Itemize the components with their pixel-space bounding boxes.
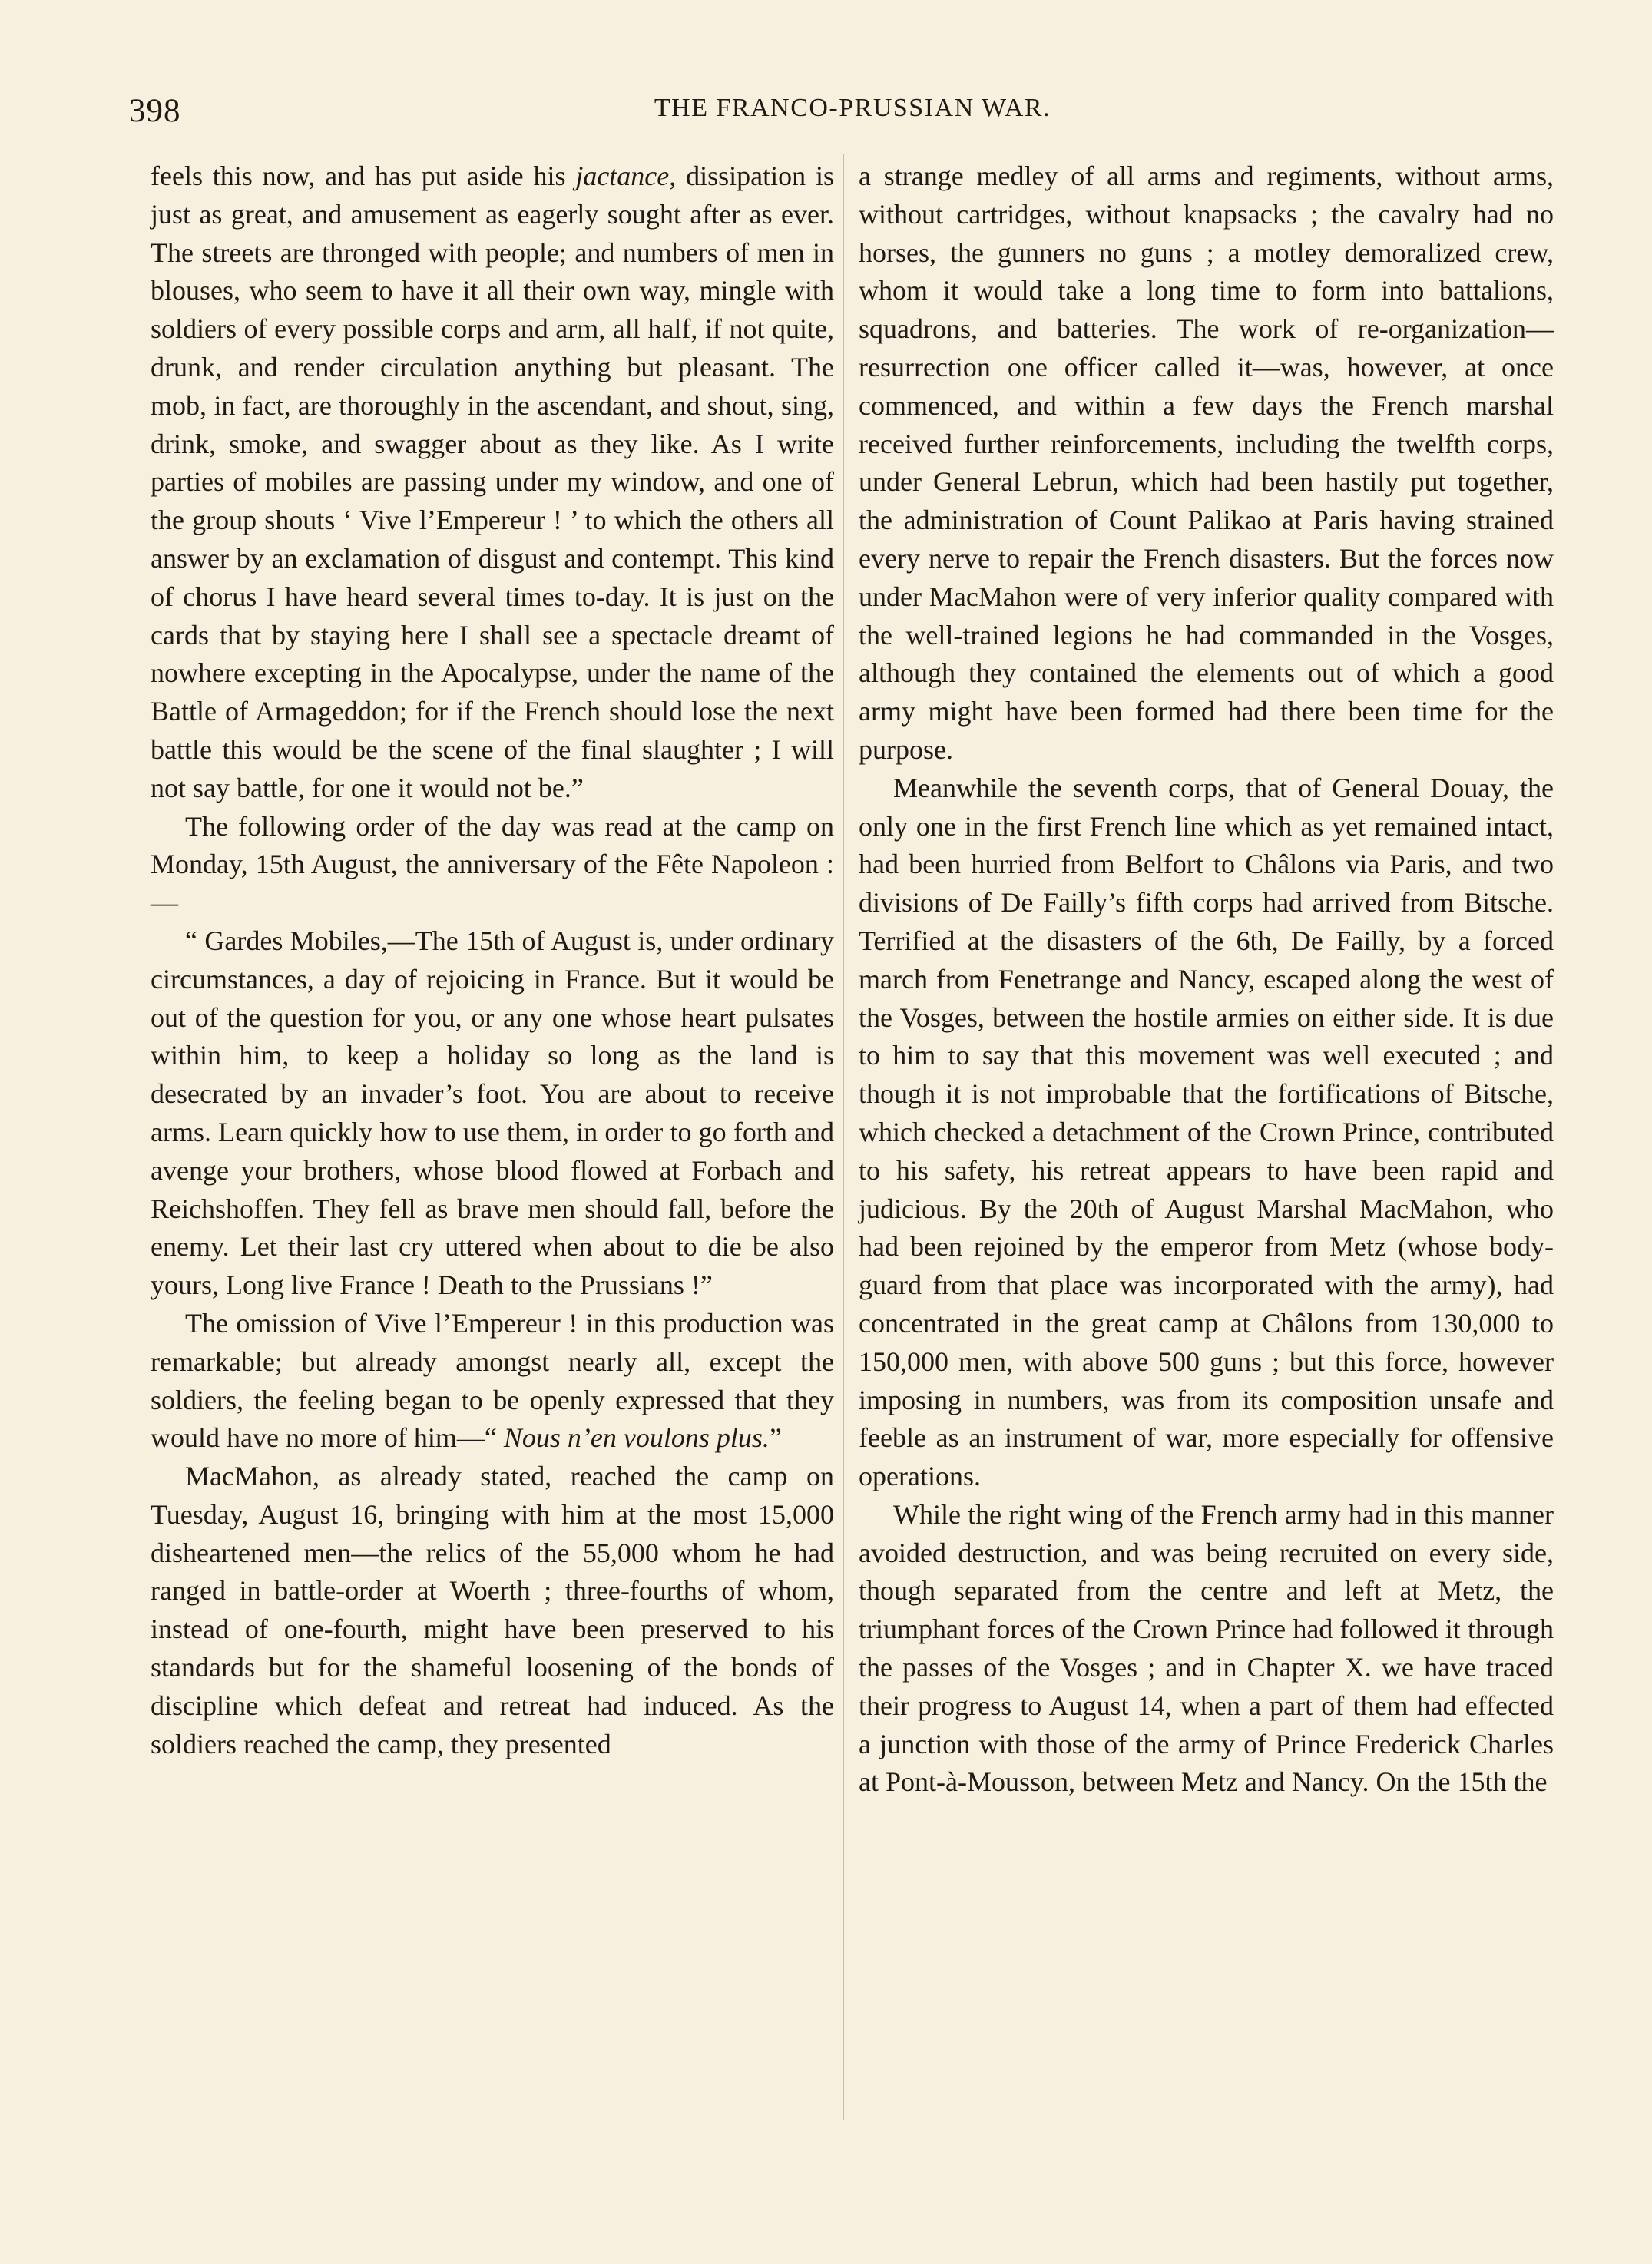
page-number: 398 [129,93,181,129]
paragraph: The following order of the day was read at the camp on Monday, 15th August, the anniversary of the Fête Napoleon :— [151,810,834,919]
paragraph: Meanwhile the seventh corps, that of General Douay, the only one in the first French line which as yet remained intact, had been hurried from Belfort to Châlons via Paris, and two divisions of De Failly’s fifth corps had arrived from Bitsche. Terrified at the disasters of the 6th, De Failly, by a forced march from Fenetrange and Nancy, escaped along the west of the Vosges, between the hostile armies on either side. It is due to him to say that this movement was well executed ; and though it is not improbable that the fortifications of Bitsche, which checked a detachment of the Crown Prince, contributed to his safety, his retreat appears to have been rapid and judicious. By the 20th of August Marshal MacMahon, who had been rejoined by the emperor from Metz (whose body-guard from that place was incorporated with the army), had concentrated in the great camp at Châlons from 130,000 to 150,000 men, with above 500 guns ; but this force, however imposing in numbers, was from its composition unsafe and feeble as an instrument of war, more especially for offensive operations. [859,772,1554,1492]
paragraph [151,157,834,808]
italic-text: Nous n’en voulons plus. [503,1422,770,1454]
quoted-order: “ Gardes Mobiles,—The 15th of August is, under ordinary circumstances, a day of rejoicing in France. But it would be out of the question for you, or any one whose heart pulsates within him, to keep a holiday so long as the land is desecrated by an invader’s foot. You are about to receive arms. Learn quickly how to use them, in order to go forth and avenge your brothers, whose blood flowed at Forbach and Reichshoffen. They fell as brave men should fall, before the enemy. Let their last cry uttered when about to die be also yours, Long live France ! Death to the Prussians !” [151,925,834,1301]
text-run: feels this now, and has put aside his [151,161,576,191]
running-title: THE FRANCO-PRUSSIAN WAR. [654,94,1051,122]
italic-text: jactance [575,161,670,191]
text-run: The omission of Vive l’Empereur ! in this production was remarkable; but already amongst nearly all, except the soldiers, the feeling began to be openly expressed that they would have no more of him—“ [151,1307,834,1454]
paragraph: While the right wing of the French army had in this manner avoided destruction, and was being recruited on every side, though separated from the centre and left at Metz, the triumphant forces of the Crown Prince had followed it through the passes of the Vosges ; and in Chapter X. we have traced their progress to August 14, when a part of them had effected a junction with those of the army of Prince Frederick Charles at Pont-à-Mousson, between Metz and Nancy. On the 15th the [859,1498,1554,1798]
text-run: , dissipation is just as great, and amusement as eagerly sought after as ever. The streets are thronged with people; and numbers of men in blouses, who seem to have it all their own way, mingle with soldiers of every possible corps and arm, all half, if not quite, drunk, and render circulation anything but pleasant. The mob, in fact, are thoroughly in the ascendant, and shout, sing, drink, smoke, and swagger about as they like. As I write parties of mobiles are passing under my window, and one of the group shouts ‘ Vive l’Empereur ! ’ to which the others all answer by an exclamation of disgust and contempt. This kind of chorus I have heard several times to-day. It is just on the cards that by staying here I shall see a spectacle dreamt of nowhere excepting in the Apocalypse, under the name of the Battle of Armageddon; for if the French should lose the next battle this would be the scene of the final slaughter ; I will not say battle, for one it would not be.” [151,161,834,803]
text-run: ” [769,1422,782,1454]
column-divider [843,154,844,2120]
right-column [859,157,1554,1802]
paragraph: a strange medley of all arms and regiments, without arms, without cartridges, without knapsacks ; the cavalry had no horses, the gunners no guns ; a motley demoralized crew, whom it would take a long time to form into battalions, squadrons, and batteries. The work of re-organization—resurrection one officer called it—was, however, at once commenced, and within a few days the French marshal received further reinforcements, including the twelfth corps, under General Lebrun, which had been hastily put together, the administration of Count Palikao at Paris having strained every nerve to repair the French disasters. But the forces now under MacMahon were of very inferior quality compared with the well-trained legions he had commanded in the Vosges, although they contained the elements out of which a good army might have been formed had there been time for the purpose. [859,161,1554,765]
left-column [151,157,834,1763]
paragraph: MacMahon, as already stated, reached the camp on Tuesday, August 16, bringing with him at the most 15,000 disheartened men—the relics of the 55,000 whom he had ranged in battle-order at Woerth ; three-fourths of whom, instead of one-fourth, might have been preserved to his standards but for the shameful loosening of the bonds of discipline which defeat and retreat had induced. As the soldiers reached the camp, they presented [151,1461,834,1759]
paragraph [151,1305,834,1458]
